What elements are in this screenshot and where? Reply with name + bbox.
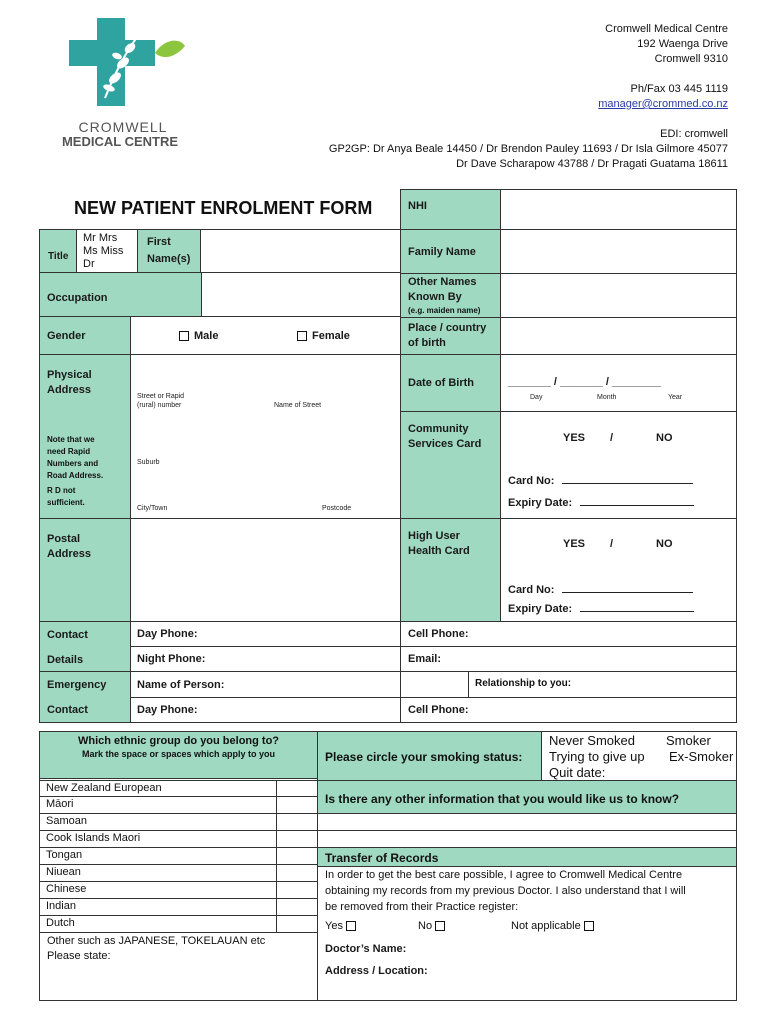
csc-no[interactable]: NO — [656, 432, 673, 444]
birth-country-label-2: of birth — [408, 337, 446, 349]
rapid-note — [47, 434, 103, 509]
csc-slash: / — [610, 432, 614, 444]
rapid-note-line: need Rapid — [47, 447, 91, 456]
street-hint-1: Street or Rapid — [137, 393, 185, 400]
ethnic-option-checkbox[interactable] — [276, 831, 318, 847]
city-hint: City/Town — [137, 505, 168, 512]
ethnic-option-label: Chinese — [46, 883, 87, 895]
email-cell[interactable] — [400, 646, 737, 672]
occupation-label-cell — [39, 272, 202, 317]
ethnic-option-label: New Zealand European — [46, 782, 162, 794]
other-info-cell — [317, 780, 737, 814]
ethnic-option-checkbox[interactable] — [276, 781, 318, 797]
transfer-na[interactable] — [511, 920, 599, 932]
csc-label-cell — [400, 411, 501, 519]
emergency-day-phone-cell[interactable] — [130, 697, 401, 723]
dob-year: Year — [668, 394, 683, 401]
emergency-cell-phone-cell[interactable] — [400, 697, 737, 723]
doctor-name-label[interactable]: Doctor’s Name: — [325, 943, 407, 955]
logo-line1: CROMWELL — [78, 119, 168, 135]
form-title: NEW PATIENT ENROLMENT FORM — [74, 198, 373, 218]
title-options-cell[interactable] — [76, 229, 138, 273]
practice-name: Cromwell Medical Centre — [605, 23, 728, 35]
gender-options-cell — [130, 316, 401, 355]
smoking-never[interactable]: Never Smoked — [549, 733, 635, 748]
transfer-text-1: In order to get the best care possible, I agree to Cromwell Medical Centre — [325, 869, 683, 881]
transfer-text-3: be removed from their Practice register: — [325, 901, 519, 913]
title-options-2: Ms Miss — [83, 245, 124, 257]
dob-label-cell — [400, 354, 501, 412]
other-names-label-3: (e.g. maiden name) — [408, 306, 481, 315]
ethnic-option-checkbox[interactable] — [276, 865, 318, 881]
name-of-person-label: Name of Person: — [137, 679, 225, 691]
ethnic-other-line2: Please state: — [47, 950, 111, 962]
cell-phone-label: Cell Phone: — [408, 628, 469, 640]
huhc-expiry — [508, 601, 694, 615]
csc-card-no — [508, 473, 693, 487]
ethnic-option-label: Niuean — [46, 866, 81, 878]
csc-label-2: Services Card — [408, 438, 482, 450]
cell-phone-cell[interactable] — [400, 621, 737, 647]
ethnic-row — [39, 797, 318, 814]
physical-label-2: Address — [47, 384, 92, 396]
transfer-text — [325, 867, 730, 915]
ethnic-option-checkbox[interactable] — [276, 899, 318, 915]
male-label: Male — [194, 330, 219, 342]
postcode-hint: Postcode — [322, 505, 352, 512]
postal-address-label-cell — [39, 518, 131, 622]
ethnic-option-label: Dutch — [46, 917, 75, 929]
transfer-na-label: Not applicable — [511, 920, 581, 932]
first-name-label-1: First — [147, 236, 171, 248]
nhi-input[interactable] — [500, 189, 737, 230]
family-name-label-cell — [400, 229, 501, 274]
contact-label: Contact — [47, 629, 88, 641]
gender-label: Gender — [47, 330, 86, 342]
emergency-contact-label: Contact — [47, 704, 88, 716]
birth-country-label-cell — [400, 317, 501, 355]
rapid-note-line: Road Address. — [47, 471, 104, 480]
gp2gp-line1: GP2GP: Dr Anya Beale 14450 / Dr Brendon Pauley 11693 / Dr Isla Gilmore 45077 — [328, 143, 728, 155]
first-name-label-2: Name(s) — [147, 253, 191, 265]
ethnic-option-label: Tongan — [46, 849, 83, 861]
ethnic-heading: Which ethnic group do you belong to? — [77, 735, 280, 747]
nhi-label-cell — [400, 189, 501, 230]
gender-label-cell — [39, 316, 131, 355]
huhc-slash: / — [610, 538, 614, 550]
huhc-label-cell — [400, 518, 501, 622]
csc-input[interactable] — [500, 411, 737, 519]
huhc-no[interactable]: NO — [656, 538, 673, 550]
transfer-na-checkbox[interactable] — [584, 921, 594, 931]
practice-street: 192 Waenga Drive — [637, 38, 728, 50]
csc-expiry-label: Expiry Date: — [508, 497, 573, 509]
transfer-yes[interactable] — [325, 920, 361, 932]
practice-email[interactable]: manager@crommed.co.nz — [598, 98, 728, 110]
ethnic-option-label: Indian — [46, 900, 76, 912]
ethnic-row — [39, 916, 318, 933]
gp2gp-line2: Dr Dave Scharapow 43788 / Dr Pragati Guatama 18611 — [456, 158, 728, 170]
postal-label-2: Address — [47, 548, 92, 560]
huhc-yes[interactable]: YES — [563, 538, 586, 550]
first-name-label-cell — [137, 229, 201, 273]
logo-line2: MEDICAL CENTRE — [61, 134, 179, 149]
other-names-label-2: Known By — [408, 291, 462, 303]
huhc-card-no — [508, 582, 693, 596]
relationship-label: Relationship to you: — [475, 678, 572, 689]
physical-address-input[interactable] — [130, 354, 401, 519]
suburb-hint: Suburb — [137, 459, 160, 466]
huhc-input[interactable] — [500, 518, 737, 622]
emergency-cell-phone-label: Cell Phone: — [408, 704, 469, 716]
practice-address — [329, 22, 728, 172]
title-label-cell — [39, 229, 77, 273]
huhc-expiry-line[interactable] — [580, 601, 694, 612]
smoking-smoker[interactable]: Smoker — [666, 733, 711, 748]
relationship-cell[interactable] — [468, 671, 737, 698]
day-phone-label: Day Phone: — [137, 628, 198, 640]
transfer-no-label: No — [418, 920, 433, 932]
night-phone-label: Night Phone: — [137, 653, 206, 665]
huhc-card-no-label: Card No: — [508, 584, 555, 596]
emergency-contact-label-cell — [39, 671, 131, 723]
dob-month: Month — [597, 394, 617, 401]
practice-city: Cromwell 9310 — [654, 53, 728, 65]
transfer-yes-label: Yes — [325, 920, 343, 932]
logo-cross-icon — [45, 18, 195, 113]
day-phone-cell[interactable] — [130, 621, 401, 647]
huhc-label-2: Health Card — [408, 545, 470, 557]
smoking-trying[interactable]: Trying to give up — [549, 749, 645, 764]
street-hint-2: (rural) number — [137, 402, 182, 409]
female-label: Female — [312, 330, 350, 342]
details-label: Details — [47, 654, 84, 666]
other-info-input-1[interactable] — [317, 813, 737, 831]
dob-input[interactable] — [500, 354, 737, 412]
ethnic-row — [39, 814, 318, 831]
ethnic-row — [39, 865, 318, 882]
occupation-input[interactable] — [201, 272, 401, 317]
dob-label: Date of Birth — [408, 377, 474, 389]
ethnic-option-checkbox[interactable] — [276, 882, 318, 898]
title-options-1: Mr Mrs — [83, 232, 118, 244]
smoking-ex[interactable]: Ex-Smoker — [669, 749, 734, 764]
ethnic-other-row — [39, 932, 318, 1001]
family-name-label: Family Name — [408, 246, 476, 258]
other-names-input[interactable] — [500, 273, 737, 318]
smoking-options-cell — [541, 731, 737, 781]
street-name-hint: Name of Street — [274, 402, 322, 409]
birth-country-label-1: Place / country — [408, 322, 487, 334]
physical-address-label-cell — [39, 354, 131, 519]
transfer-no[interactable] — [418, 920, 450, 932]
csc-card-no-label: Card No: — [508, 475, 555, 487]
nhi-label: NHI — [408, 200, 427, 212]
ethnic-row — [39, 848, 318, 865]
transfer-text-2: obtaining my records from my previous Doctor. I also understand that I will — [325, 885, 686, 897]
street-hint — [137, 392, 184, 410]
female-option[interactable] — [297, 330, 350, 342]
rapid-note-line: Note that we — [47, 435, 95, 444]
huhc-card-no-line[interactable] — [562, 582, 693, 593]
ethnic-option-label: Māori — [46, 798, 74, 810]
ethnic-row — [39, 831, 318, 848]
rapid-note-line: sufficient. — [47, 498, 85, 507]
huhc-expiry-label: Expiry Date: — [508, 603, 573, 615]
male-checkbox[interactable] — [179, 331, 189, 341]
night-phone-cell[interactable] — [130, 646, 401, 672]
dob-blank: _______ / _______ / ________ — [508, 376, 661, 388]
practice-phone: Ph/Fax 03 445 1119 — [630, 83, 728, 95]
emergency-day-phone-label: Day Phone: — [137, 704, 198, 716]
practice-edi: EDI: cromwell — [660, 128, 728, 140]
emergency-label: Emergency — [47, 679, 107, 691]
transfer-no-checkbox[interactable] — [435, 921, 445, 931]
csc-label-1: Community — [408, 423, 469, 435]
transfer-yes-checkbox[interactable] — [346, 921, 356, 931]
smoking-label-cell — [317, 731, 542, 781]
ethnic-option-checkbox[interactable] — [276, 797, 318, 813]
address-location-label[interactable]: Address / Location: — [325, 965, 428, 977]
rapid-note-line: R D not — [47, 486, 76, 495]
male-option[interactable] — [179, 330, 218, 342]
family-name-input[interactable] — [500, 229, 737, 274]
title-label: Title — [48, 251, 69, 262]
female-checkbox[interactable] — [297, 331, 307, 341]
ethnic-list — [39, 780, 318, 933]
dob-day: Day — [530, 394, 543, 401]
other-info-input-2[interactable] — [317, 830, 737, 848]
logo — [45, 18, 195, 148]
ethnic-row — [39, 882, 318, 899]
title-options-3: Dr — [83, 258, 95, 270]
other-info-label: Is there any other information that you would like us to know? — [325, 792, 680, 806]
ethnic-row — [39, 899, 318, 916]
smoking-quit-date[interactable]: Quit date: — [549, 765, 606, 780]
csc-expiry-line[interactable] — [580, 495, 694, 506]
ethnic-option-checkbox[interactable] — [276, 848, 318, 864]
email-label: Email: — [408, 653, 442, 665]
birth-country-input[interactable] — [500, 317, 737, 355]
transfer-heading: Transfer of Records — [325, 851, 439, 865]
postal-address-input[interactable] — [130, 518, 401, 622]
occupation-label: Occupation — [47, 292, 108, 304]
smoking-label: Please circle your smoking status: — [325, 750, 523, 764]
first-name-input[interactable] — [200, 229, 401, 273]
transfer-heading-cell — [317, 847, 737, 867]
csc-expiry — [508, 495, 694, 509]
ethnic-header — [39, 731, 318, 779]
csc-yes[interactable]: YES — [563, 432, 586, 444]
csc-card-no-line[interactable] — [562, 473, 693, 484]
ethnic-other-line1: Other such as JAPANESE, TOKELAUAN etc — [47, 935, 266, 947]
physical-label-1: Physical — [47, 369, 92, 381]
ethnic-option-checkbox[interactable] — [276, 916, 318, 932]
other-names-label-1: Other Names — [408, 276, 477, 288]
rapid-note-line: Numbers and — [47, 459, 99, 468]
ethnic-subheading: Mark the space or spaces which apply to you — [81, 749, 276, 759]
ethnic-option-label: Cook Islands Maori — [46, 832, 141, 844]
other-names-label-cell — [400, 273, 501, 318]
huhc-label-1: High User — [408, 530, 460, 542]
ethnic-option-checkbox[interactable] — [276, 814, 318, 830]
contact-details-label-cell — [39, 621, 131, 672]
ethnic-row — [39, 780, 318, 797]
ethnic-option-label: Samoan — [46, 815, 87, 827]
postal-label-1: Postal — [47, 533, 81, 545]
address-location-text: Address / Location — [325, 965, 425, 977]
